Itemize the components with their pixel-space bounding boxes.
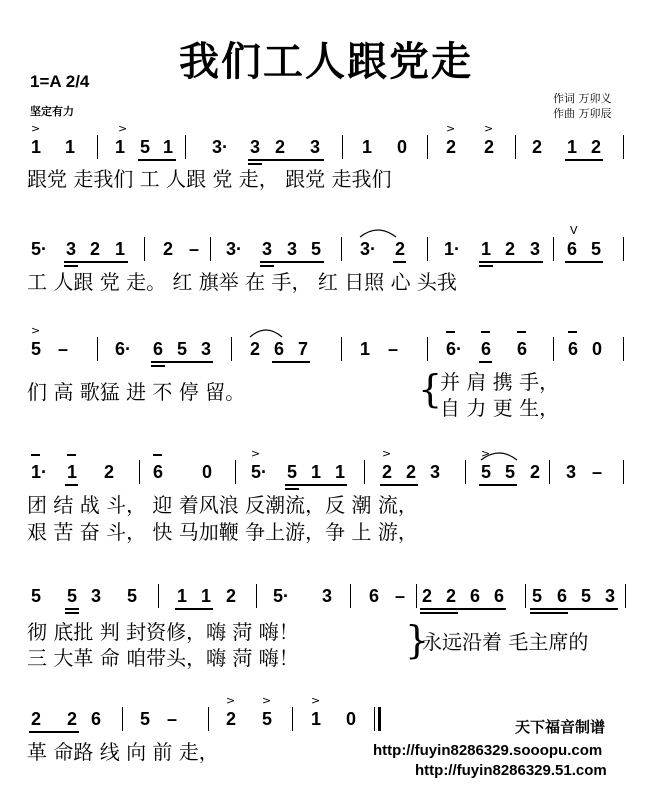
note: 2 [406,462,417,482]
note: 5 [31,586,42,606]
closing-brace-symbol: } [405,618,430,662]
lyrics-line-5-verse2: 三 大革 命 咱带头，嗨 菏 嗨！ [27,646,299,670]
note: 1 [115,137,126,157]
note: 6 [274,339,285,359]
publisher-name: 天下福音制谱 [515,718,606,736]
credits [553,91,612,121]
note: 2 [382,462,393,482]
note: 3 [530,239,541,259]
note: 2 [591,137,602,157]
note: 5· [251,462,268,482]
note: 1 [31,137,42,157]
note: – [592,462,603,482]
note: 2 [275,137,286,157]
lyrics-line-3b-verse1: 并 肩 携 手， [440,370,560,394]
note: 3 [250,137,261,157]
note: 1 [335,462,346,482]
notation-line-1: > > > > 1 1 1 5 1 3· 3 2 3 1 0 2 2 2 1 2 [0,135,652,165]
note: 3 [430,462,441,482]
note: 1· [31,462,48,482]
note: 6 [481,339,492,359]
note: 5 [140,709,151,729]
note: 1· [444,239,461,259]
key-signature: 1=A 2/4 [30,72,90,91]
note: 2 [422,586,433,606]
notation-line-5 [0,584,652,614]
note: 3 [310,137,321,157]
note: 1 [201,586,212,606]
note: 6· [446,339,463,359]
url-link-1[interactable]: http://fuyin8286329.sooopu.com [373,742,603,759]
note: 6 [567,239,578,259]
url-link-2[interactable]: http://fuyin8286329.51.com [415,762,607,779]
note: 3 [91,586,102,606]
note: 1 [360,339,371,359]
note: 0 [592,339,603,359]
note: 3 [287,239,298,259]
note: – [167,709,178,729]
lyrics-line-3a: 们 高 歌猛 进 不 停 留。 [27,380,246,404]
note: 6 [470,586,481,606]
note: 6 [91,709,102,729]
note: 1 [177,586,188,606]
note: 3· [360,239,377,259]
tempo-marking: 坚定有力 [30,105,74,118]
note: 5 [481,462,492,482]
note: 5 [31,339,42,359]
note: 2 [532,137,543,157]
note: 2 [163,239,174,259]
note: 1 [567,137,578,157]
note: 1 [311,462,322,482]
note: 6 [517,339,528,359]
note: 5 [581,586,592,606]
note: 1 [65,137,76,157]
note: 5· [31,239,48,259]
note: 1 [67,462,78,482]
note: 3 [566,462,577,482]
note: 5 [532,586,543,606]
note: 2 [505,239,516,259]
lyrics-line-5-verse1: 彻 底批 判 封资修，嗨 菏 嗨！ [27,620,299,644]
note: 2 [250,339,261,359]
note: 5 [67,586,78,606]
lyrics-line-4-verse2: 艰 苦 奋 斗， 快 马加鞭 争上游，争 上 游， [27,520,418,544]
note: 3 [605,586,616,606]
note: 1 [362,137,373,157]
note: 5· [273,586,290,606]
lyricist-credit: 作词 万卯义 [553,92,612,105]
note: 1 [163,137,174,157]
lyrics-line-4-verse1: 团 结 战 斗， 迎 着风浪 反潮流，反 潮 流， [27,493,418,517]
note: 1 [115,239,126,259]
note: 2 [67,709,78,729]
note: 2 [90,239,101,259]
composer-credit: 作曲 万卯辰 [553,107,612,120]
note: 3 [201,339,212,359]
note: 1 [311,709,322,729]
lyrics-line-3b-verse2: 自 力 更 生， [440,396,560,420]
note: 5 [505,462,516,482]
note: 2 [446,586,457,606]
note: 3· [212,137,229,157]
note: – [58,339,69,359]
note: 3 [66,239,77,259]
note: 6 [153,462,164,482]
notation-line-6: > > > 2 2 6 5 – 2 5 1 0 [0,707,652,737]
lyrics-line-5-refrain: 永远沿着 毛主席的 [422,630,589,654]
note: 0 [202,462,213,482]
note: 6 [153,339,164,359]
note: 5 [177,339,188,359]
note: 2 [226,709,237,729]
note: 2 [226,586,237,606]
notation-line-4: > > > 1· 1 2 6 0 5· 5 1 1 2 2 3 5 5 2 3 – [0,460,652,490]
note: 0 [346,709,357,729]
notation-line-2: V 5· 3 2 1 2 – 3· 3 3 5 3· 2 1· 1 2 3 6 5 [0,237,652,267]
note: 2 [484,137,495,157]
brace-symbol: { [418,367,443,411]
note: 3 [262,239,273,259]
note: 5 [140,137,151,157]
note: 6· [115,339,132,359]
note: 6 [557,586,568,606]
note: 2 [446,137,457,157]
note: 2 [530,462,541,482]
note: 6 [494,586,505,606]
note: – [395,586,406,606]
note: 6 [568,339,579,359]
song-title: 我们工人跟党走 [179,39,473,85]
note: 2 [31,709,42,729]
note: 3 [322,586,333,606]
lyrics-line-1: 跟党 走我们 工 人跟 党 走， 跟党 走我们 [27,167,392,191]
note: 2 [395,239,406,259]
note: 3· [226,239,243,259]
lyrics-line-2: 工 人跟 党 走。 红 旗举 在 手， 红 日照 心 头我 [27,270,457,294]
note: 7 [298,339,309,359]
note: 1 [481,239,492,259]
note: 6 [369,586,380,606]
note: 0 [397,137,408,157]
note: 5 [591,239,602,259]
note: – [388,339,399,359]
lyrics-line-6: 革 命路 线 向 前 走， [27,740,219,764]
note: 5 [311,239,322,259]
note: 5 [262,709,273,729]
note: 2 [104,462,115,482]
note: 5 [127,586,138,606]
note: – [189,239,200,259]
notation-line-3: > 5 – 6· 6 5 3 2 6 7 1 – 6· 6 6 6 0 [0,337,652,367]
note: 5 [287,462,298,482]
